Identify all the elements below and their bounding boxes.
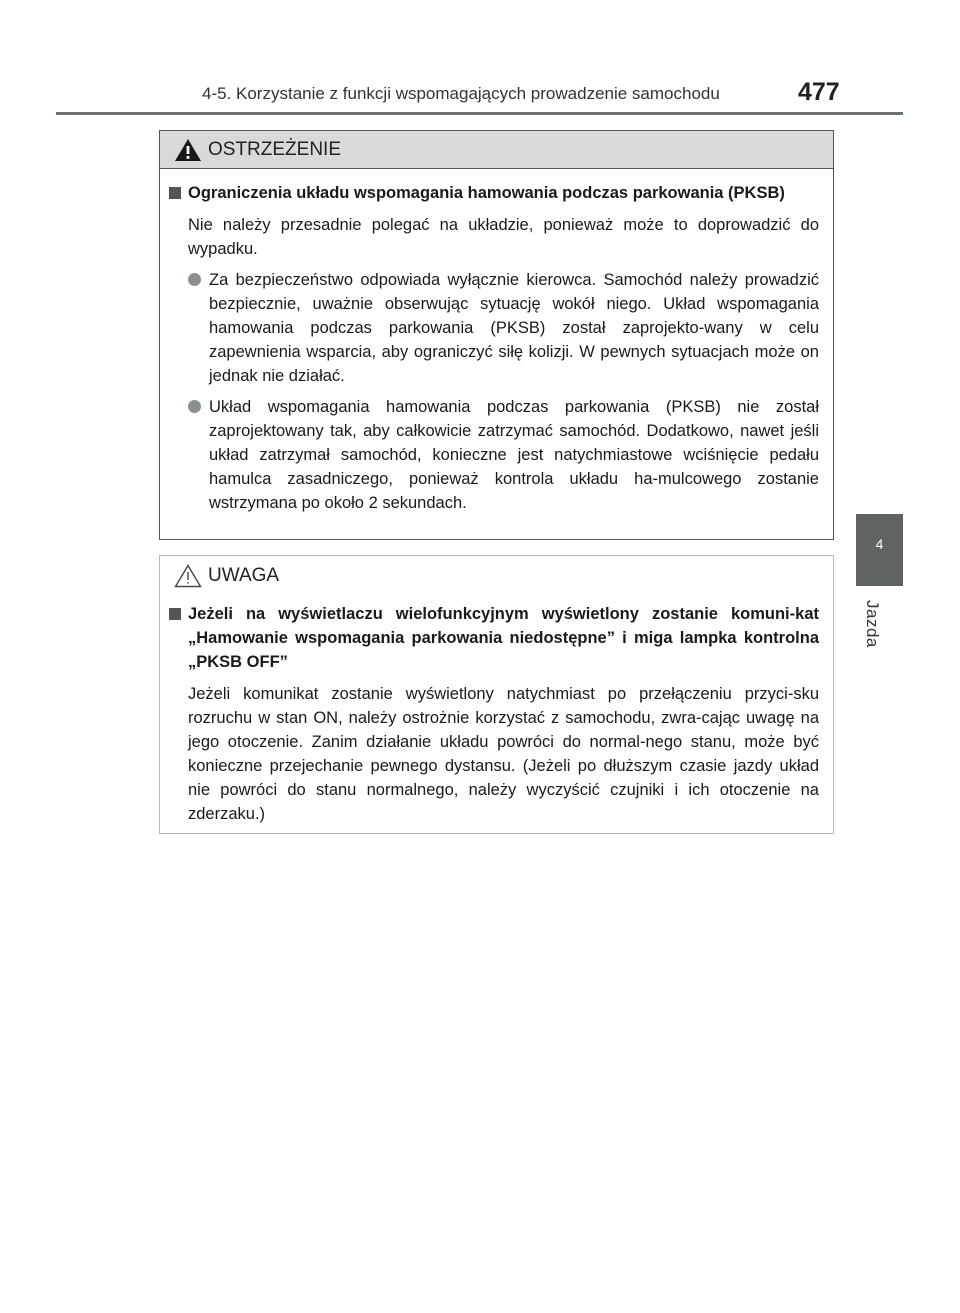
circle-bullet-icon [188, 400, 201, 413]
warning-bullet-text: Za bezpieczeństwo odpowiada wyłącznie kierowca. Samochód należy prowadzić bezpiecznie, uważnie obserwując sytuację wokół niego. Układ wspomagania hamowania podczas parkowania (PKSB) został zaprojekto-wany w celu zapewnienia wsparcia, aby ograniczyć siłę kolizji. W pewnych sytuacjach może on jednak nie działać. [209, 271, 819, 385]
caution-box-title: UWAGA [208, 565, 280, 586]
square-bullet-icon [169, 608, 181, 620]
caution-paragraph: Jeżeli komunikat zostanie wyświetlony natychmiast po przełączeniu przyci-sku rozruchu w stan ON, należy ostrożnie korzystać z samochodu, zwra-cając uwagę na jego otoczenie. Zanim działanie układu powróci do normal-nego stanu, może być konieczne przejechanie pewnego dystansu. (Jeżeli po dłuższym czasie jazdy układ nie powróci do stanu normalnego, należy wyczyścić czujniki i ich otoczenie na zderzaku.) [188, 685, 819, 823]
warning-heading [169, 181, 819, 205]
warning-box-header [160, 131, 833, 169]
warning-box-body [160, 169, 833, 515]
caution-triangle-icon [174, 564, 202, 588]
warning-bullet-2 [169, 395, 819, 515]
header-divider [56, 112, 903, 115]
warning-triangle-icon [174, 138, 202, 162]
warning-bullet-1 [169, 268, 819, 388]
page-number: 477 [798, 78, 840, 106]
section-title: 4-5. Korzystanie z funkcji wspomagających prowadzenie samochodu [202, 84, 720, 103]
caution-box-header [160, 556, 833, 596]
caution-heading [169, 602, 819, 674]
warning-bullet-text: Układ wspomagania hamowania podczas parkowania (PKSB) nie został zaprojektowany tak, aby całkowicie zatrzymać samochód. Dodatkowo, nawet jeśli układ zatrzymał samochód, konieczne jest natychmiastowe wciśnięcie pedału hamulca zasadniczego, ponieważ kontrola układu ha-mulcowego zostanie wstrzymana po około 2 sekundach. [209, 398, 819, 512]
warning-heading-text: Ograniczenia układu wspomagania hamowania podczas parkowania (PKSB) [188, 184, 785, 202]
warning-box [159, 130, 834, 540]
chapter-label: Jazda [863, 600, 882, 648]
warning-box-title: OSTRZEŻENIE [208, 138, 342, 160]
caution-heading-text: Jeżeli na wyświetlaczu wielofunkcyjnym wyświetlony zostanie komuni-kat „Hamowanie wspomagania parkowania niedostępne” i miga lampka kontrolna „PKSB OFF” [188, 605, 819, 671]
caution-box-body [160, 596, 833, 826]
chapter-number: 4 [875, 536, 884, 552]
chapter-tab [856, 514, 903, 586]
warning-paragraph: Nie należy przesadnie polegać na układzie, ponieważ może to doprowadzić do wypadku. [188, 216, 819, 258]
square-bullet-icon [169, 187, 181, 199]
caution-box [159, 555, 834, 834]
circle-bullet-icon [188, 273, 201, 286]
